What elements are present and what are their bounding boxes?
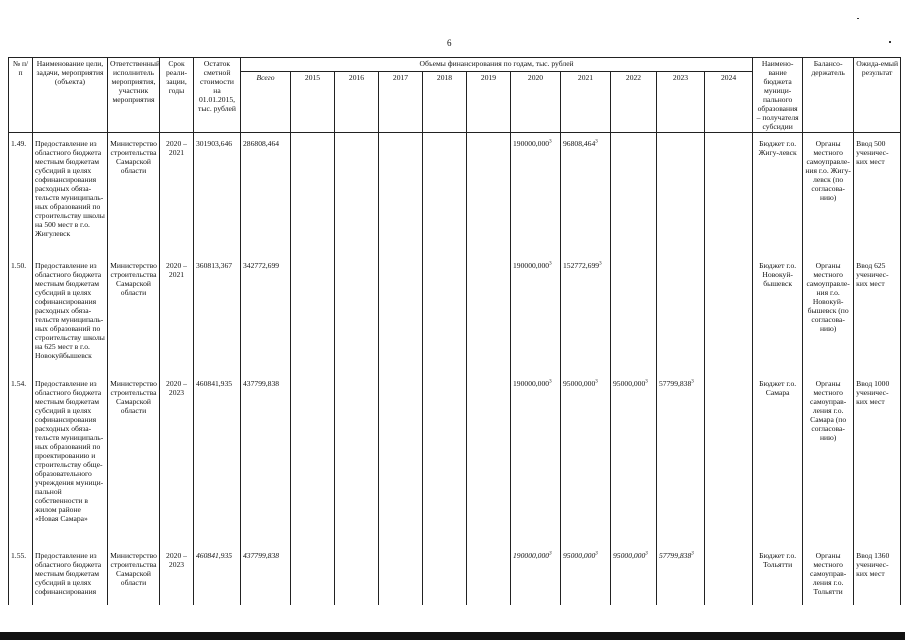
header-budget: Наимено-вание бюджета муници-пального образования – получателя субсидии <box>753 58 803 133</box>
row-y2019 <box>467 373 511 545</box>
header-financing: Объемы финансирования по годам, тыс. рублей <box>241 58 753 72</box>
row-budget: Бюджет г.о. Тольятти <box>753 545 803 605</box>
header-term: Срок реали-зации, годы <box>160 58 194 133</box>
row-responsible: Министерство строительства Самарской области <box>108 545 160 605</box>
header-result: Ожида-емый результат <box>854 58 901 133</box>
row-y2024 <box>705 133 753 255</box>
row-term: 2020 – 2021 <box>160 133 194 255</box>
row-y2018 <box>423 133 467 255</box>
row-y2018 <box>423 373 467 545</box>
header-holder: Балансо-держатель <box>803 58 854 133</box>
row-result: Ввод 1000 ученичес-ких мест <box>854 373 901 545</box>
table-row <box>9 373 901 545</box>
header-year: 2015 <box>291 72 335 133</box>
row-y2017 <box>379 133 423 255</box>
header-name: Наименование цели, задачи, мероприятия (объекта) <box>33 58 108 133</box>
row-y2020: 190000,000$^3$ <box>511 545 561 605</box>
row-y2016 <box>335 133 379 255</box>
row-holder: Органы местного самоуправле-ния г.о. Жигу-левск (по согласова-нию) <box>803 133 854 255</box>
row-holder: Органы местного самоуправле-ния г.о. Новокуй-бышевск (по согласова-нию) <box>803 255 854 373</box>
row-y2017 <box>379 255 423 373</box>
table-header <box>9 58 901 133</box>
header-number: № п/п <box>9 58 33 133</box>
row-term: 2020 – 2023 <box>160 545 194 605</box>
row-y2018 <box>423 255 467 373</box>
table-row <box>9 545 901 605</box>
row-result: Ввод 625 ученичес-ких мест <box>854 255 901 373</box>
row-y2022 <box>611 255 657 373</box>
row-remaining: 460841,935 <box>194 373 241 545</box>
row-y2017 <box>379 373 423 545</box>
row-y2022: 95000,000$^3$ <box>611 373 657 545</box>
row-name: Предоставление из областного бюджета местным бюджетам субсидий в целях софинансирования расходных обяза-тельств муниципаль-ных образований по проектированию и строительству обще-образовательного учреждения муници-пальной собственности в жилом районе «Новая Самара» <box>33 373 108 545</box>
row-y2016 <box>335 255 379 373</box>
row-y2021: 152772,699$^3$ <box>561 255 611 373</box>
row-y2020: 190000,000$^3$ <box>511 133 561 255</box>
row-name: Предоставление из областного бюджета местным бюджетам субсидий в целях софинансирования расходных обяза-тельств муниципаль-ных образований по строительству школы на 625 мест в г.о. Новокуйбышевск <box>33 255 108 373</box>
row-y2019 <box>467 545 511 605</box>
row-total: 342772,699 <box>241 255 291 373</box>
row-y2023: 57799,838$^3$ <box>657 373 705 545</box>
row-y2016 <box>335 545 379 605</box>
header-year: 2019 <box>467 72 511 133</box>
row-budget: Бюджет г.о. Новокуй-бышевск <box>753 255 803 373</box>
row-number: 1.54. <box>9 373 33 545</box>
row-budget: Бюджет г.о. Жигу-левск <box>753 133 803 255</box>
row-remaining: 301903,646 <box>194 133 241 255</box>
table-row <box>9 133 901 255</box>
row-budget: Бюджет г.о. Самара <box>753 373 803 545</box>
row-responsible: Министерство строительства Самарской области <box>108 255 160 373</box>
scan-speck <box>889 41 891 43</box>
row-y2021: 95000,000$^3$ <box>561 545 611 605</box>
row-y2020: 190000,000$^3$ <box>511 255 561 373</box>
row-y2015 <box>291 545 335 605</box>
row-y2021: 95000,000$^3$ <box>561 373 611 545</box>
row-y2022: 95000,000$^3$ <box>611 545 657 605</box>
row-total: 437799,838 <box>241 373 291 545</box>
row-term: 2020 – 2023 <box>160 373 194 545</box>
row-responsible: Министерство строительства Самарской области <box>108 373 160 545</box>
row-y2023 <box>657 133 705 255</box>
scan-speck <box>857 18 859 19</box>
row-y2015 <box>291 373 335 545</box>
row-y2020: 190000,000$^3$ <box>511 373 561 545</box>
row-number: 1.55. <box>9 545 33 605</box>
row-y2016 <box>335 373 379 545</box>
row-name: Предоставление из областного бюджета местным бюджетам субсидий в целях софинансирования <box>33 545 108 605</box>
header-total: Всего <box>241 72 291 133</box>
row-number: 1.49. <box>9 133 33 255</box>
header-remaining: Остаток сметной стоимости на 01.01.2015, тыс. рублей <box>194 58 241 133</box>
row-y2024 <box>705 373 753 545</box>
header-year: 2017 <box>379 72 423 133</box>
row-y2023 <box>657 255 705 373</box>
row-number: 1.50. <box>9 255 33 373</box>
row-y2015 <box>291 255 335 373</box>
header-responsible: Ответственный исполнитель мероприятия, участник мероприятия <box>108 58 160 133</box>
header-year: 2023 <box>657 72 705 133</box>
row-y2024 <box>705 545 753 605</box>
header-year: 2018 <box>423 72 467 133</box>
row-y2017 <box>379 545 423 605</box>
row-y2015 <box>291 133 335 255</box>
header-year: 2021 <box>561 72 611 133</box>
row-holder: Органы местного самоуправ-ления г.о. Самара (по согласова-нию) <box>803 373 854 545</box>
scan-bottom-border <box>0 632 905 640</box>
row-term: 2020 – 2021 <box>160 255 194 373</box>
row-y2019 <box>467 133 511 255</box>
financing-table <box>8 57 901 605</box>
row-y2022 <box>611 133 657 255</box>
row-result: Ввод 500 ученичес-ких мест <box>854 133 901 255</box>
page-number: 6 <box>447 38 452 48</box>
row-y2024 <box>705 255 753 373</box>
row-name: Предоставление из областного бюджета местным бюджетам субсидий в целях софинансирования расходных обяза-тельств муниципаль-ных образований по строительству школы на 500 мест в г.о. Жигулевск <box>33 133 108 255</box>
row-y2019 <box>467 255 511 373</box>
row-y2023: 57799,838$^3$ <box>657 545 705 605</box>
row-remaining: 460841,935 <box>194 545 241 605</box>
row-total: 286808,464 <box>241 133 291 255</box>
row-total: 437799,838 <box>241 545 291 605</box>
row-holder: Органы местного самоуправ-ления г.о. Тольятти <box>803 545 854 605</box>
table-row <box>9 255 901 373</box>
row-result: Ввод 1360 ученичес-ких мест <box>854 545 901 605</box>
row-responsible: Министерство строительства Самарской области <box>108 133 160 255</box>
row-y2021: 96808,464$^3$ <box>561 133 611 255</box>
header-year: 2016 <box>335 72 379 133</box>
header-year: 2022 <box>611 72 657 133</box>
row-remaining: 360813,367 <box>194 255 241 373</box>
header-year: 2024 <box>705 72 753 133</box>
header-year: 2020 <box>511 72 561 133</box>
row-y2018 <box>423 545 467 605</box>
